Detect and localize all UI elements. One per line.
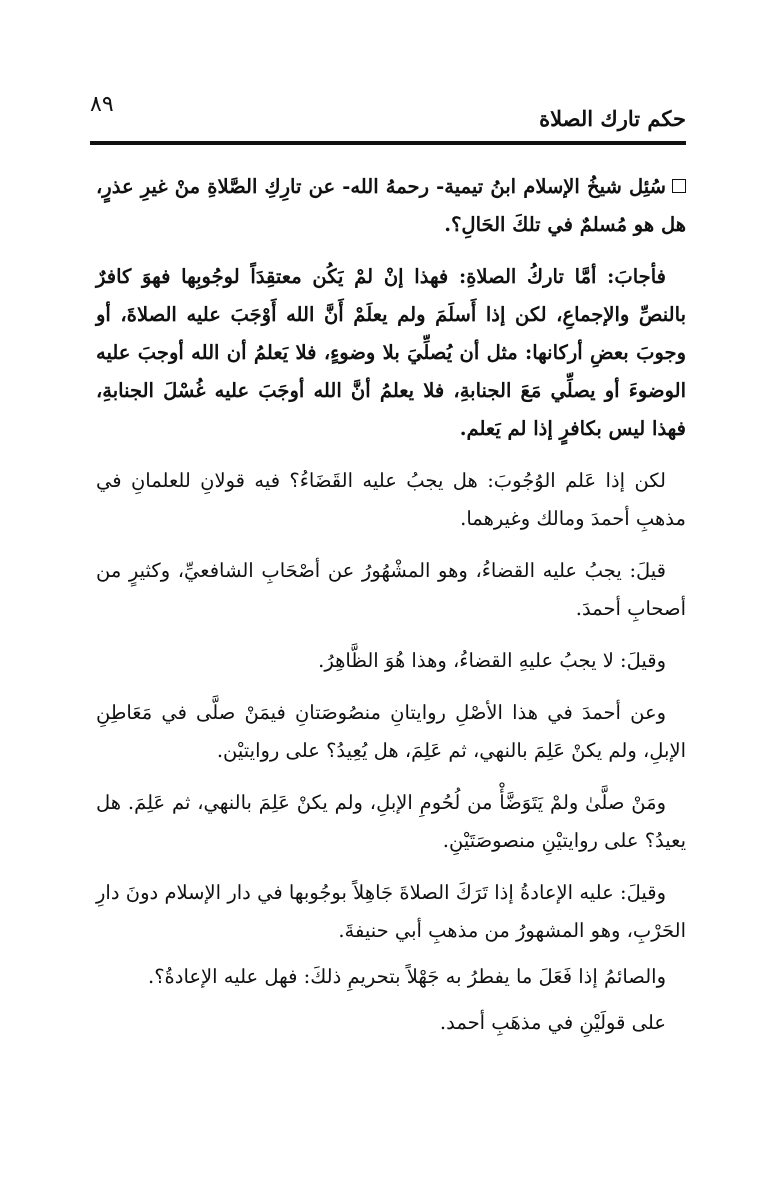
square-bullet-icon (672, 179, 686, 193)
body-paragraph: ومَنْ صلَّىٰ ولمْ يَتَوَضَّأْ من لُحُومِ الإبلِ، ولم يكنْ عَلِمَ بالنهي، ثم عَلِمَ. هل يعيدُ؟ على روايتيْنِ منصوصَتَيْنِ. (96, 791, 686, 852)
body-paragraph: على قولَيْنِ في مذهَبِ أحمد. (439, 1011, 666, 1034)
page-number: ٨٩ (90, 92, 114, 117)
body-paragraph: والصائمُ إذا فَعَلَ ما يفطرُ به جَهْلاً بتحريمِ ذلكَ: فهل عليه الإعادةُ؟. (148, 965, 666, 988)
page-body (96, 168, 686, 1042)
header-rule (90, 141, 686, 145)
question-text: سُئِل شيخُ الإسلام ابنُ تيمية- رحمهُ الله- عن تارِكِ الصَّلاةِ منْ غيرِ عذرٍ، هل هو مُسلمٌ في تلكَ الحَالِ؟. (96, 175, 686, 236)
running-title: حكم تارك الصلاة (539, 106, 686, 131)
body-paragraph: وقيلَ: عليه الإعادةُ إذا تَرَكَ الصلاةَ جَاهِلاً بوجُوبها في دار الإسلام دونَ دارِ الحَرْبِ، وهو المشهورُ من مذهبِ أبي حنيفةَ. (96, 881, 686, 942)
body-paragraph: وعن أحمدَ في هذا الأصْلِ روايتانِ منصُوصَتانِ فيمَنْ صلَّى في مَعَاطِنِ الإبلِ، ولم يكنْ عَلِمَ بالنهي، ثم عَلِمَ، هل يُعِيدُ؟ على روايتيْن. (96, 701, 686, 762)
body-paragraph: قيلَ: يجبُ عليه القضاءُ، وهو المشْهُورُ عن أصْحَابِ الشافعيِّ، وكثيرٍ من أصحابِ أحمدَ. (96, 559, 686, 620)
body-paragraph: لكن إذا عَلم الوُجُوبَ: هل يجبُ عليه القَضَاءُ؟ فيه قولانِ للعلمانِ في مذهبِ أحمدَ ومالك وغيرهما. (96, 469, 686, 530)
question-paragraph (96, 168, 686, 244)
answer-paragraph: فأجابَ: أمَّا تاركُ الصلاةِ: فهذا إنْ لمْ يَكُن معتقِدَاً لوجُوبِها فهوَ كافرٌ بالنصِّ والإجماعِ، لكن إذا أَسلَمَ ولم يعلَمْ أَنَّ الله أَوْجَبَ عليه الصلاةَ، أو وجوبَ بعضِ أركانها: مثل أن يُصلِّيَ بلا وضوءٍ، فلا يَعلمُ أن الله أوجبَ عليه الوضوءَ أو يصلِّي مَعَ الجنابةِ، فلا يعلمُ أنَّ الله أوجَبَ عليه غُسْلَ الجنابةِ، فهذا ليس بكافرٍ إذا لم يَعلم. (96, 265, 686, 440)
page-header (90, 92, 686, 144)
body-paragraph: وقيلَ: لا يجبُ عليهِ القضاءُ، وهذا هُوَ الظَّاهِرُ. (318, 649, 666, 672)
